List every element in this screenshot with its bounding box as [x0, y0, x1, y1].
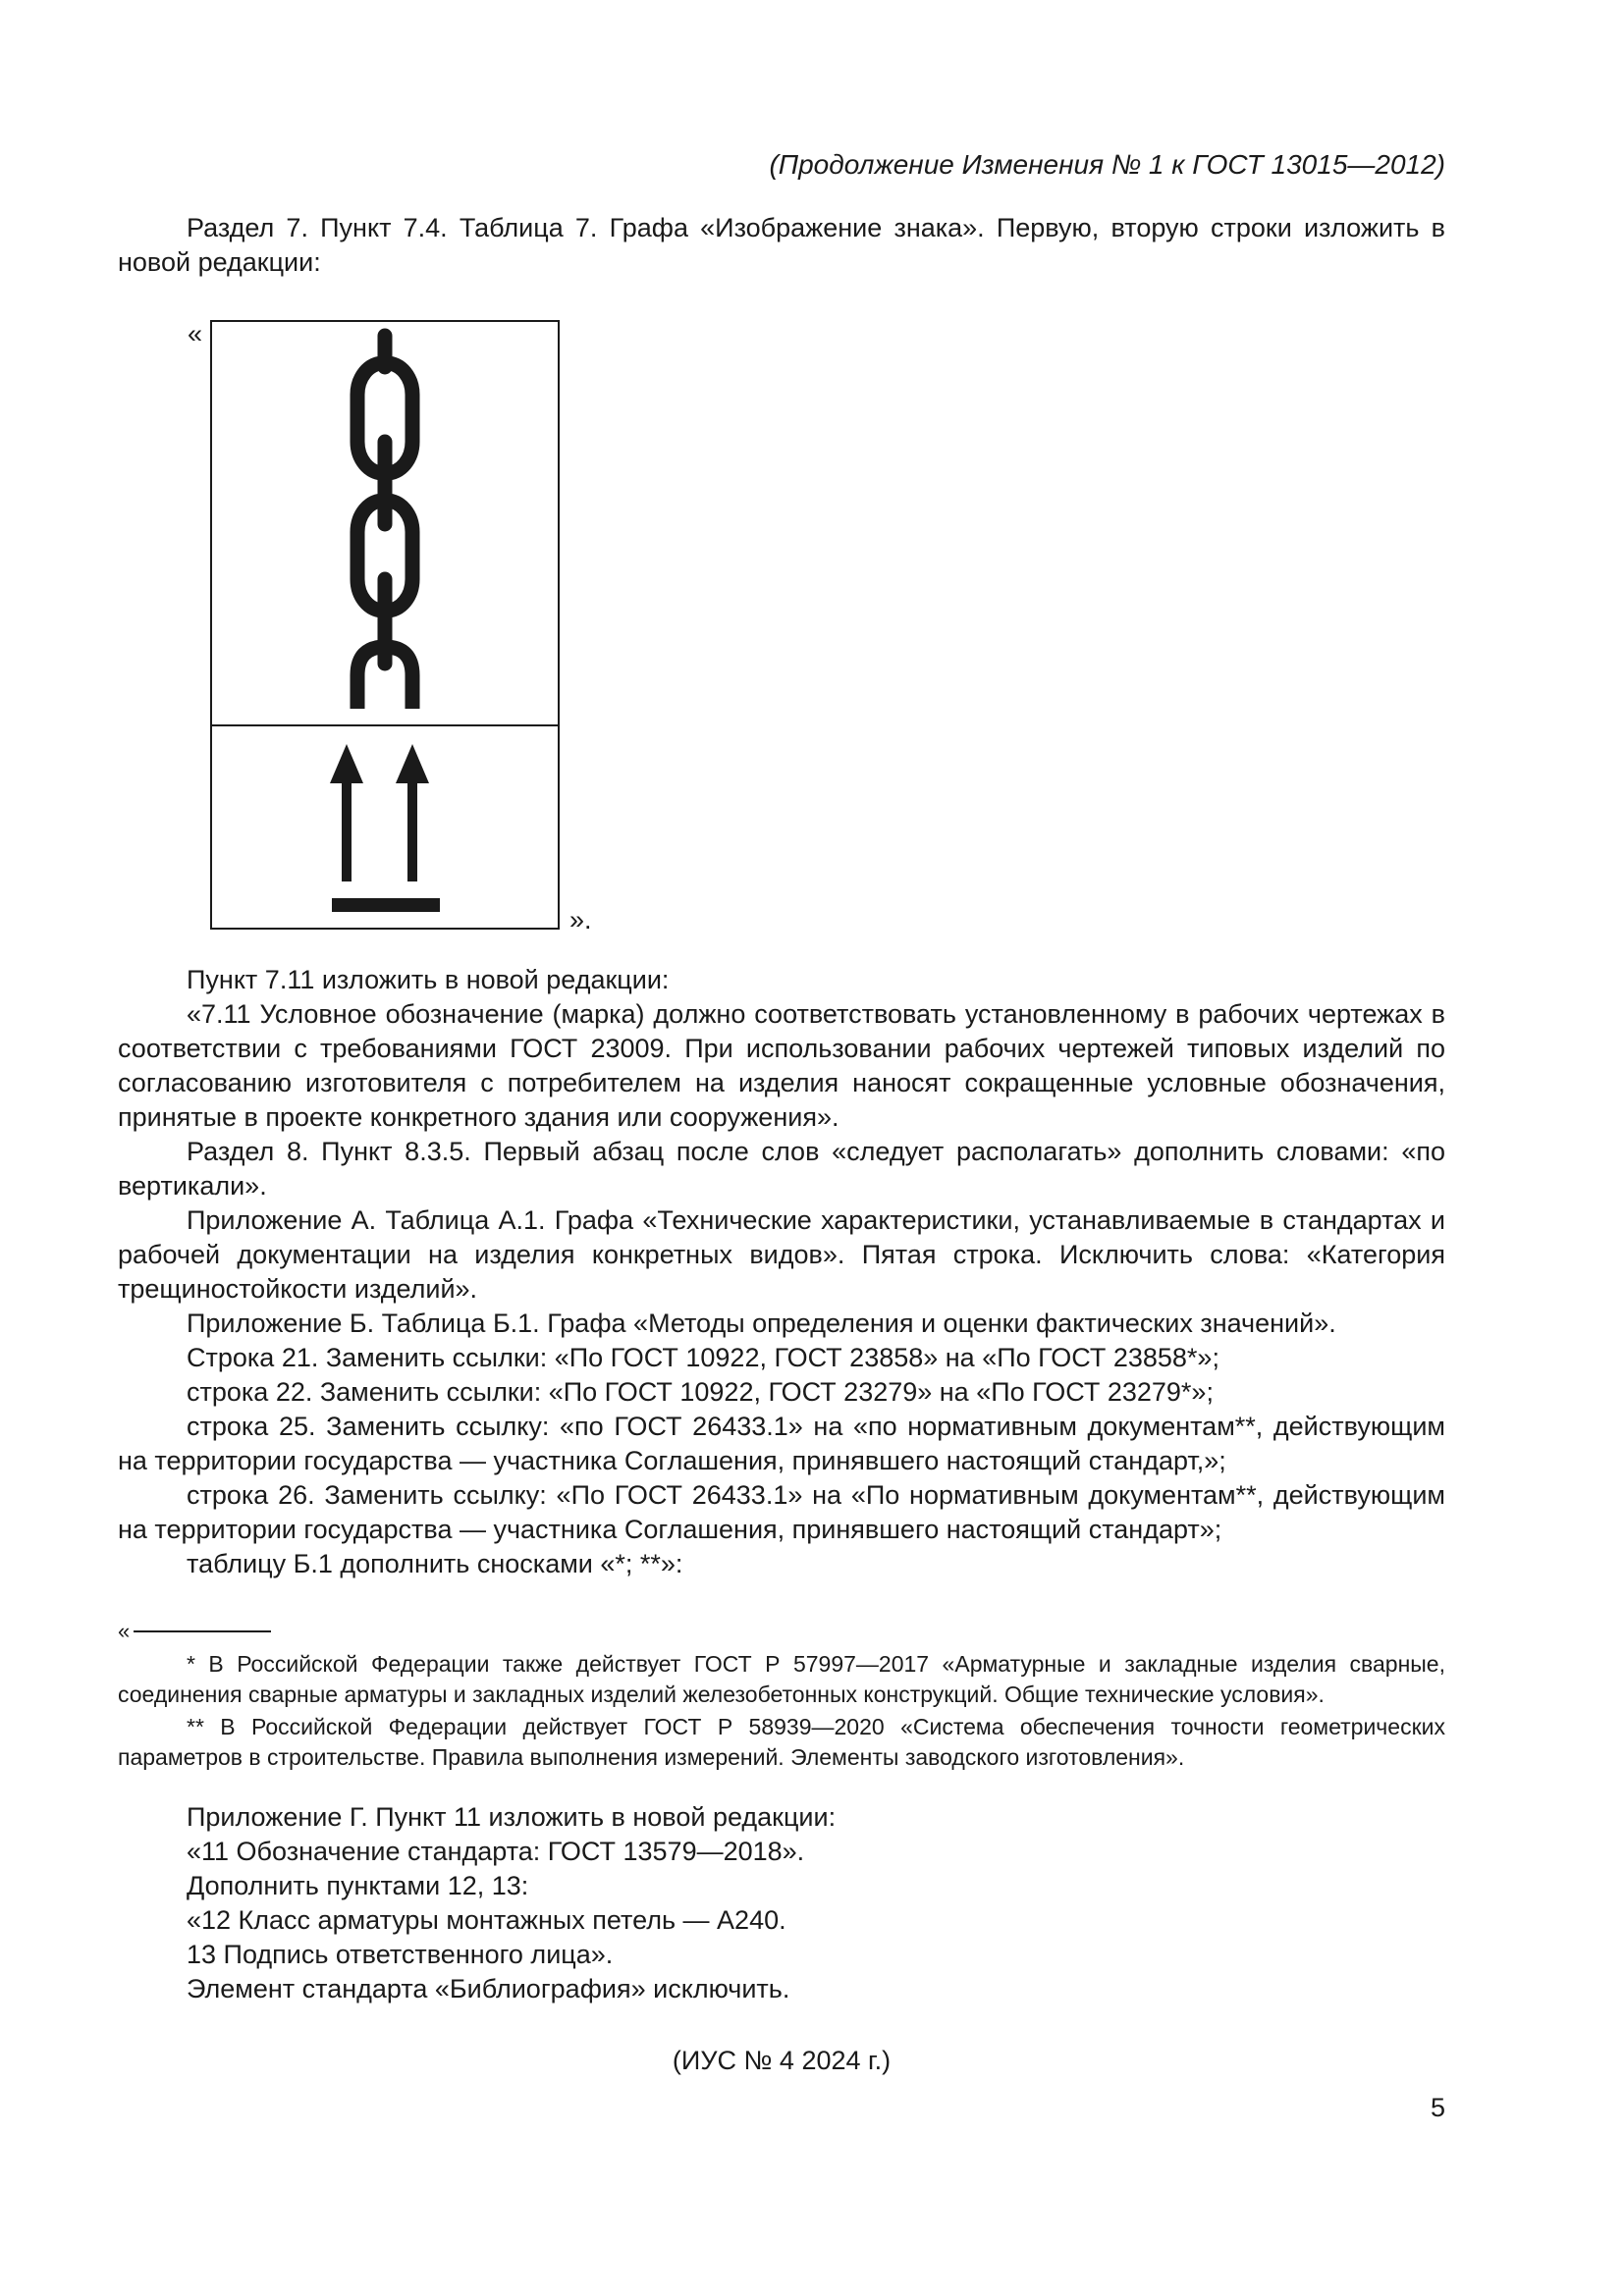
appendix-b-text: Приложение Б. Таблица Б.1. Графа «Методы определения и оценки фактических значений». — [187, 1308, 1336, 1338]
appendix-g-item-11: «11 Обозначение стандарта: ГОСТ 13579—2018». — [187, 1837, 805, 1866]
footnote-1: * В Российской Федерации также действует ГОСТ Р 57997—2017 «Арматурные и закладные изделия сварные, соединения сварные арматуры и закладных изделий железобетонных конструкций. Общие технические условия». — [118, 1651, 1445, 1707]
sign-table — [210, 320, 560, 930]
row-22-text: строка 22. Заменить ссылки: «По ГОСТ 10922, ГОСТ 23279» на «По ГОСТ 23279*»; — [187, 1377, 1214, 1407]
section7-intro: Раздел 7. Пункт 7.4. Таблица 7. Графа «Изображение знака». Первую, вторую строки изложить в новой редакции: — [118, 213, 1445, 277]
ius-reference: (ИУС № 4 2024 г.) — [672, 2046, 892, 2075]
row-26-text: строка 26. Заменить ссылку: «По ГОСТ 26433.1» на «По нормативным документам**, действующим на территории государства — участника Соглашения, принявшего настоящий стандарт»; — [118, 1480, 1445, 1544]
p711-intro: Пункт 7.11 изложить в новой редакции: — [187, 965, 670, 994]
table-b1-text: таблицу Б.1 дополнить сносками «*; **»: — [187, 1549, 683, 1578]
bibliography-remove: Элемент стандарта «Библиография» исключить. — [187, 1974, 790, 2003]
p711-text: «7.11 Условное обозначение (марка) должно соответствовать установленному в рабочих чертежах в соответствии с требованиями ГОСТ 23009. При использовании рабочих чертежей типовых изделий по согласованию изготовителя с потребителем на изделия наносят сокращенные условные обозначения, принятые в проекте конкретного здания или сооружения». — [118, 999, 1445, 1132]
page-number: 5 — [1430, 2093, 1445, 2122]
footnote-open-mark: « — [118, 1619, 131, 1643]
row-25-text: строка 25. Заменить ссылку: «по ГОСТ 26433.1» на «по нормативным документам**, действующим на территории государства — участника Соглашения, принявшего настоящий стандарт,»; — [118, 1412, 1445, 1475]
quote-close: ». — [569, 905, 592, 934]
quote-open: « — [188, 319, 203, 348]
appendix-a-text: Приложение А. Таблица А.1. Графа «Технические характеристики, устанавливаемые в стандартах и рабочей документации на изделия конкретных видов». Пятая строка. Исключить слова: «Категория трещиностойкости изделий». — [118, 1205, 1445, 1304]
row-21-text: Строка 21. Заменить ссылки: «По ГОСТ 10922, ГОСТ 23858» на «По ГОСТ 23858*»; — [187, 1343, 1219, 1372]
appendix-g-item-12: «12 Класс арматуры монтажных петель — А240. — [187, 1905, 786, 1935]
footnote-rule — [134, 1630, 271, 1632]
appendix-g-intro: Приложение Г. Пункт 11 изложить в новой редакции: — [187, 1802, 837, 1832]
appendix-g-item-13: 13 Подпись ответственного лица». — [187, 1940, 614, 1969]
appendix-g-add: Дополнить пунктами 12, 13: — [187, 1871, 529, 1900]
p835-text: Раздел 8. Пункт 8.3.5. Первый абзац после слов «следует располагать» дополнить словами: «по вертикали». — [118, 1137, 1445, 1201]
chain-icon — [357, 336, 412, 709]
footnote-2: ** В Российской Федерации действует ГОСТ Р 58939—2020 «Система обеспечения точности геометрических параметров в строительстве. Правила выполнения измерений. Элементы заводского изготовления». — [118, 1714, 1445, 1770]
continuation-header: (Продолжение Изменения № 1 к ГОСТ 13015—2012) — [769, 149, 1445, 180]
arrows-up-icon — [330, 744, 440, 912]
